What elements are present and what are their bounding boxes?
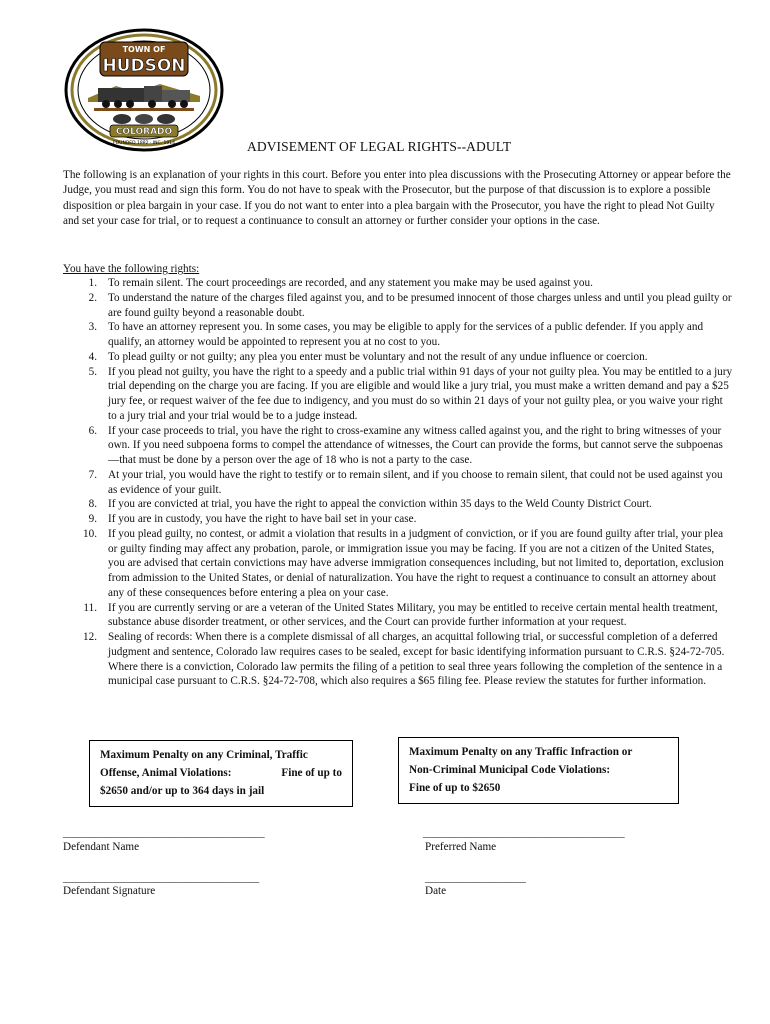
rights-list-item (63, 320, 733, 350)
rights-list-item (63, 601, 733, 631)
rights-item-number: 5. (88, 365, 97, 378)
rights-list-item (63, 527, 733, 601)
preferred-name-line[interactable]: ______________________________________ (423, 827, 625, 839)
defendant-name-label: Defendant Name (63, 841, 140, 853)
seal-town-name: HUDSON (102, 56, 186, 76)
infraction-penalty-line: Maximum Penalty on any Traffic Infraction or (409, 746, 633, 758)
rights-item-number: 3. (88, 321, 97, 334)
town-seal-logo (64, 28, 224, 152)
rights-item-number: 6. (88, 424, 97, 437)
rights-item-number: 9. (88, 513, 97, 525)
rights-item-text: To have an attorney represent you. In some cases, you may be eligible to apply for the services of a public defender. If you apply and qualify, an attorney would be appointed to represent you at no cost to you. (108, 321, 704, 348)
rights-list (63, 276, 733, 689)
preferred-name-label: Preferred Name (425, 841, 497, 853)
rights-item-text: If you plead not guilty, you have the right to a speedy and a public trial within 91 days of your not guilty plea. You may be entitled to a jury trial depending on the charge you are facing. If you are eligible and would like a jury trial, you must make a written demand and pay a $25 jury fee, or request waiver of the fee due to indigency, and you must do so within 21 days of your not guilty plea, or you waive your right to a jury trial and your trial would be to a judge instead. (108, 365, 733, 422)
rights-item-text: If your case proceeds to trial, you have the right to cross-examine any witness called against you, and the right to bring witnesses of your own. If you need subpoena forms to compel the attendance of witnesses, the Court can provide the forms, but cannot serve the subpoenas—that must be done by a person over the age of 18 who is not a party to the case. (108, 424, 723, 466)
infraction-penalty-line: Non-Criminal Municipal Code Violations: (409, 764, 611, 776)
rights-item-number: 2. (88, 291, 97, 304)
rights-list-item (63, 630, 733, 689)
infraction-penalty-line: Fine of up to $2650 (409, 782, 501, 794)
rights-list-item (63, 291, 733, 321)
date-label: Date (425, 885, 447, 897)
rights-item-number: 7. (88, 468, 97, 481)
rights-item-text: At your trial, you would have the right to testify or to remain silent, and if you choose to remain silent, that could not be used against you as evidence of your guilt. (108, 468, 723, 496)
criminal-penalty-box (89, 740, 353, 807)
rights-item-text: If you are in custody, you have the right to have bail set in your case. (108, 513, 417, 525)
defendant-signature-line[interactable]: _____________________________________ (63, 872, 260, 884)
rights-item-text: Sealing of records: When there is a complete dismissal of all charges, an acquittal following trial, or successful completion of a deferred judgment and sentence, Colorado law requires cases to be sealed, except for basic identifying information pursuant to C.R.S. §24-72-705. Where there is a conviction, Colorado law permits the filing of a petition to seal three years following the completion of the sentence in a municipal case pursuant to C.R.S. §24-72-708, which also requires a $65 filing fee. Please review the statutes for further information. (108, 631, 725, 688)
document-title: ADVISEMENT OF LEGAL RIGHTS--ADULT (247, 139, 512, 154)
defendant-name-line[interactable]: ______________________________________ (63, 827, 265, 839)
criminal-penalty-line: Fine of up to (281, 767, 342, 779)
rights-item-number: 12. (83, 631, 97, 643)
rights-list-item (63, 365, 733, 424)
infraction-penalty-box (398, 737, 679, 804)
rights-list-item (63, 276, 733, 291)
rights-item-text: To understand the nature of the charges filed against you, and to be presumed innocent of those charges unless and until you plead guilty or are found guilty beyond a reasonable doubt. (108, 291, 732, 319)
rights-list-item (63, 497, 733, 512)
rights-item-text: To remain silent. The court proceedings are recorded, and any statement you make may be used against you. (108, 277, 593, 289)
rights-item-text: If you plead guilty, no contest, or admit a violation that results in a judgment of conviction, or if you are found guilty after trial, your plea or guilty finding may affect any probation, parole, or immigration issue you may be facing. If you are not a citizen of the United States, you are advised that certain convictions may have adverse immigration consequences including, but not limited to, deportation, exclusion from admission to the United States, or denial of naturalization. You have the right to request a continuance to consult an attorney about any of these consequences before entering a plea on your case. (108, 527, 724, 599)
intro-paragraph: The following is an explanation of your rights in this court. Before you enter into plea discussions with the Prosecuting Attorney or appear before the Judge, you must read and sign this form. You do not have to speak with the Prosecutor, but the purpose of that discussion is to explore a possible disposition or plea bargain in your case. If you do not want to enter into a plea bargain with the Prosecutor, you have the right to plead Not Guilty and set your case for trial, or to request a continuance to consult an attorney or further consider your options in the case. (63, 169, 731, 228)
seal-founded: FOUNDED 1882 · INC. 1914 (113, 141, 175, 146)
criminal-penalty-line: Maximum Penalty on any Criminal, Traffic (100, 749, 308, 761)
criminal-penalty-line: Offense, Animal Violations: (100, 767, 232, 779)
seal-town-of: TOWN OF (122, 45, 166, 54)
seal-state: COLORADO (115, 127, 173, 137)
rights-item-number: 4. (88, 350, 97, 363)
rights-item-number: 11. (83, 601, 97, 614)
rights-item-text: To plead guilty or not guilty; any plea you enter must be voluntary and not the result of any undue influence or coercion. (108, 350, 648, 363)
rights-item-number: 8. (88, 498, 97, 511)
rights-item-text: If you are currently serving or are a veteran of the United States Military, you may be entitled to receive certain mental health treatment, substance abuse disorder treatment, or other services, and the Court can provide further information at your request. (108, 601, 718, 629)
criminal-penalty-line: $2650 and/or up to 364 days in jail (100, 785, 265, 797)
defendant-signature-label: Defendant Signature (63, 885, 156, 897)
rights-list-item (63, 350, 733, 365)
rights-item-number: 10. (83, 527, 97, 540)
rights-item-number: 1. (88, 277, 97, 289)
rights-list-item (63, 468, 733, 498)
rights-list-item (63, 424, 733, 468)
rights-list-item (63, 512, 733, 527)
rights-heading: You have the following rights: (63, 263, 200, 275)
date-line[interactable]: ___________________ (425, 872, 526, 884)
rights-item-text: If you are convicted at trial, you have the right to appeal the conviction within 35 days to the Weld County District Court. (108, 498, 652, 511)
